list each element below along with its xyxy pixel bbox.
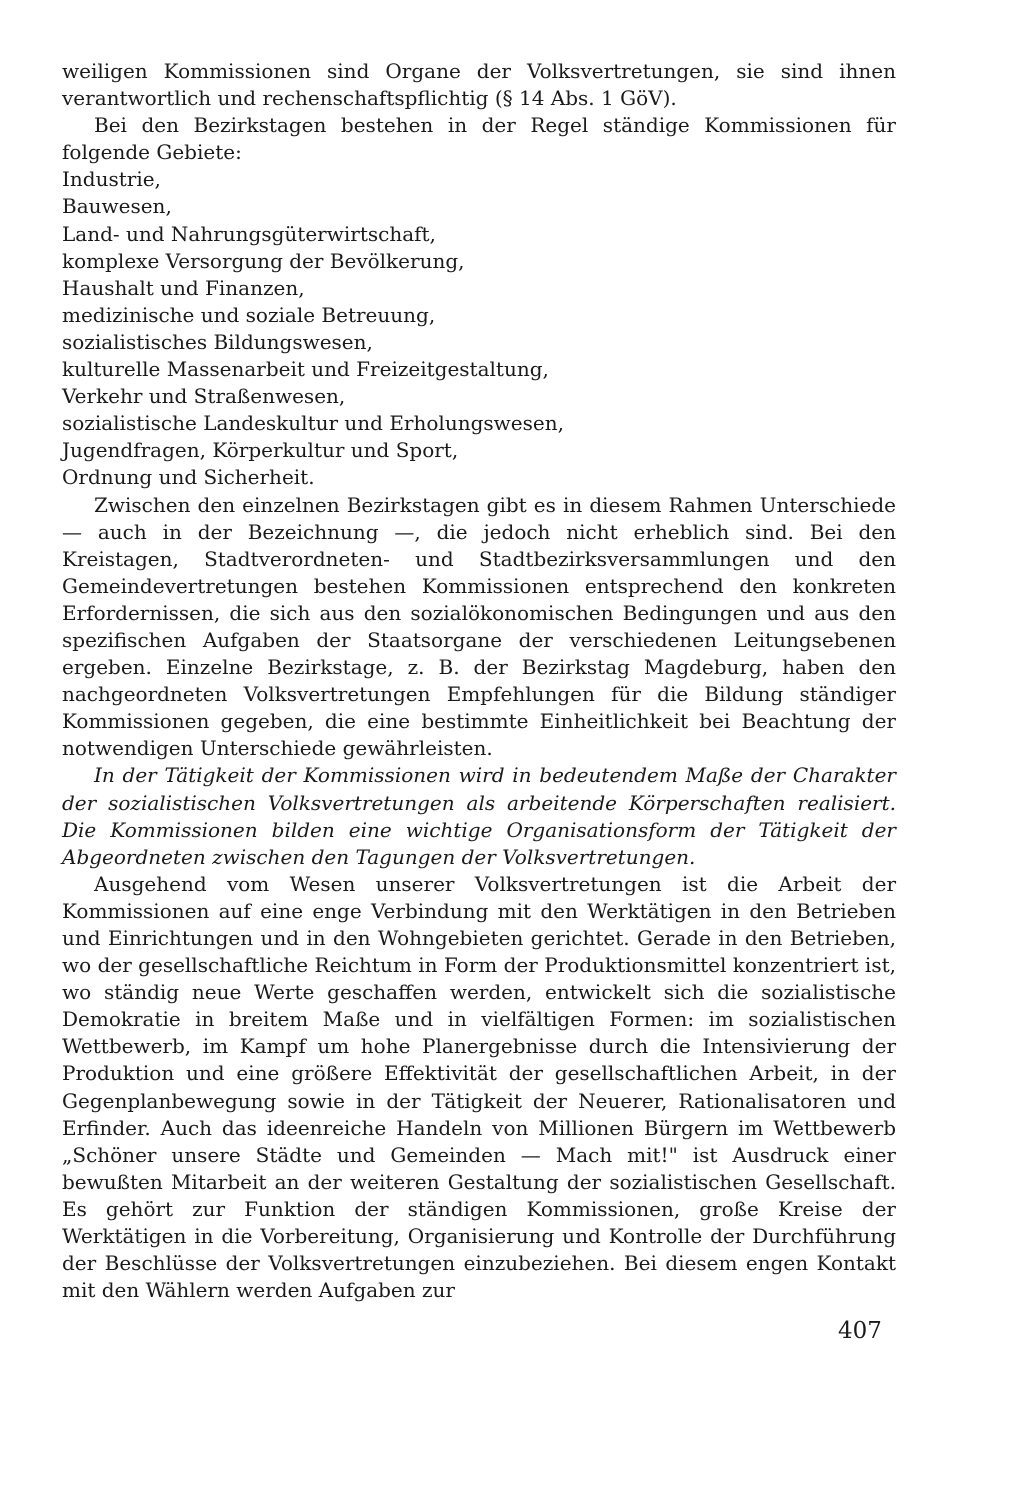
list-item: Jugendfragen, Körperkultur und Sport,	[62, 438, 459, 463]
body-text	[62, 58, 896, 1304]
list-item: medizinische und soziale Betreuung,	[62, 302, 436, 327]
paragraph-differences: Zwischen den einzelnen Bezirkstagen gibt es in diesem Rahmen Unterschiede — auch in der Bezeichnung —, die jedoch nicht erheblich sind. Bei den Kreistagen, Stadtverordneten- und Stadtbezirksversammlungen und den Gemeindevertretungen bestehen Kommissionen entsprechend den konkreten Erfordernissen, die sich aus den sozialökonomischen Bedingungen und aus den spezifischen Aufgaben der Staatsorgane der verschiedenen Leitungsebenen ergeben. Einzelne Bezirkstage, z. B. der Bezirkstag Magdeburg, haben den nachgeordneten Volksvertretungen Empfehlungen für die Bildung ständiger Kommissionen gegeben, die eine bestimmte Einheitlichkeit bei Beachtung der notwendigen Unterschiede gewährleisten.	[62, 492, 896, 761]
list-item: Bauwesen,	[62, 194, 172, 219]
list-item: Industrie,	[62, 167, 161, 192]
list-item: sozialistische Landeskultur und Erholungswesen,	[62, 411, 564, 436]
page-number: 407	[838, 1318, 882, 1344]
list-item: komplexe Versorgung der Bevölkerung,	[62, 248, 465, 273]
list-item: kulturelle Massenarbeit und Freizeitgestaltung,	[62, 357, 549, 382]
paragraph-continuation: weiligen Kommissionen sind Organe der Volksvertretungen, sie sind ihnen verantwortlich und rechenschaftspflichtig (§ 14 Abs. 1 GöV).	[62, 59, 896, 111]
list-item: sozialistisches Bildungswesen,	[62, 329, 373, 354]
list-item: Haushalt und Finanzen,	[62, 275, 305, 300]
commission-list	[62, 166, 896, 491]
list-item: Land- und Nahrungsgüterwirtschaft,	[62, 221, 436, 246]
list-item: Verkehr und Straßenwesen,	[62, 384, 346, 409]
paragraph-intro-list: Bei den Bezirkstagen bestehen in der Regel ständige Kommissionen für folgende Gebiete:	[62, 113, 896, 165]
paragraph-emphasis: In der Tätigkeit der Kommissionen wird in bedeutendem Maße der Charakter der sozialistischen Volksvertretungen als arbeitende Körperschaften realisiert. Die Kommissionen bilden eine wichtige Organisationsform der Tätigkeit der Abgeordneten zwischen den Tagungen der Volksvertretungen.	[62, 763, 896, 869]
paragraph-work-of-commissions: Ausgehend vom Wesen unserer Volksvertretungen ist die Arbeit der Kommissionen auf eine enge Verbindung mit den Werktätigen in den Betrieben und Einrichtungen und in den Wohngebieten gerichtet. Gerade in den Betrieben, wo der gesellschaftliche Reichtum in Form der Produktionsmittel konzentriert ist, wo ständig neue Werte geschaffen werden, entwickelt sich die sozialistische Demokratie in breitem Maße und in vielfältigen Formen: im sozialistischen Wettbewerb, im Kampf um hohe Planergebnisse durch die Intensivierung der Produktion und eine größere Effektivität der gesellschaftlichen Arbeit, in der Gegenplanbewegung sowie in der Tätigkeit der Neuerer, Rationalisatoren und Erfinder. Auch das ideenreiche Handeln von Millionen Bürgern im Wettbewerb „Schöner unsere Städte und Gemeinden — Mach mit!" ist Ausdruck einer bewußten Mitarbeit an der weiteren Gestaltung der sozialistischen Gesellschaft. Es gehört zur Funktion der ständigen Kommissionen, große Kreise der Werktätigen in die Vorbereitung, Organisierung und Kontrolle der Durchführung der Beschlüsse der Volksvertretungen einzubeziehen. Bei diesem engen Kontakt mit den Wählern werden Aufgaben zur	[62, 871, 896, 1303]
list-item: Ordnung und Sicherheit.	[62, 465, 315, 490]
